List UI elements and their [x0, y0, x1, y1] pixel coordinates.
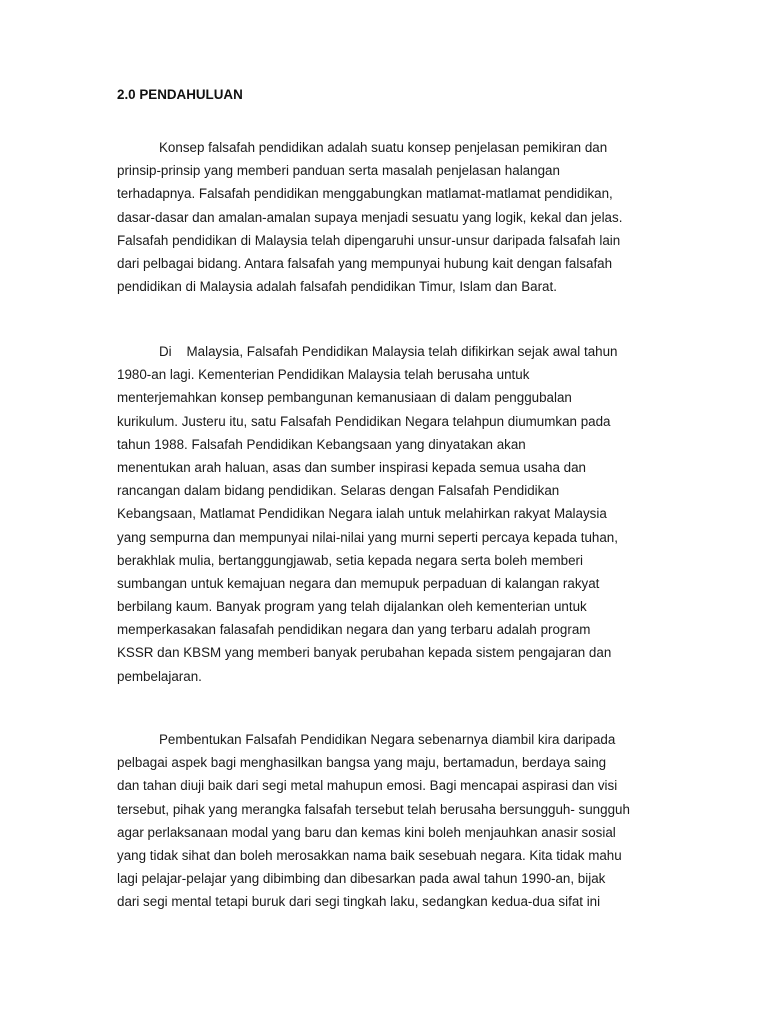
paragraph-line: Di Malaysia, Falsafah Pendidikan Malaysia telah difikirkan sejak awal tahun: [159, 344, 618, 359]
paragraph-line: Falsafah pendidikan di Malaysia telah dipengaruhi unsur-unsur daripada falsafah lain: [117, 232, 621, 248]
paragraph-line: berakhlak mulia, bertanggungjawab, setia kepada negara serta boleh memberi: [117, 552, 583, 568]
paragraph-line: yang tidak sihat dan boleh merosakkan nama baik sesebuah negara. Kita tidak mahu: [117, 847, 622, 863]
paragraph-3: [117, 728, 677, 914]
paragraph-line: memperkasakan falasafah pendidikan negara dan yang terbaru adalah program: [117, 622, 591, 638]
paragraph-line: dari segi mental tetapi buruk dari segi tingkah laku, sedangkan kedua-dua sifat ini: [117, 894, 601, 910]
paragraph-line: rancangan dalam bidang pendidikan. Selaras dengan Falsafah Pendidikan: [117, 483, 560, 499]
paragraph-line: dari pelbagai bidang. Antara falsafah yang mempunyai hubung kait dengan falsafah: [117, 255, 613, 271]
paragraph-line: agar perlaksanaan modal yang baru dan kemas kini boleh menjauhkan anasir sosial: [117, 824, 616, 840]
paragraph-1: [117, 136, 677, 298]
paragraph-line: tahun 1988. Falsafah Pendidikan Kebangsaan yang dinyatakan akan: [117, 436, 526, 452]
paragraph-line: menentukan arah haluan, asas dan sumber inspirasi kepada semua usaha dan: [117, 459, 586, 475]
paragraph-line: kurikulum. Justeru itu, satu Falsafah Pendidikan Negara telahpun diumumkan pada: [117, 413, 611, 429]
paragraph-line: menterjemahkan konsep pembangunan kemanusiaan di dalam penggubalan: [117, 390, 572, 406]
paragraph-line: yang sempurna dan mempunyai nilai-nilai yang murni seperti percaya kepada tuhan,: [117, 529, 618, 545]
paragraph-line: Konsep falsafah pendidikan adalah suatu konsep penjelasan pemikiran dan: [159, 140, 608, 155]
paragraph-line: berbilang kaum. Banyak program yang telah dijalankan oleh kementerian untuk: [117, 599, 587, 615]
section-heading: 2.0 PENDAHULUAN: [117, 87, 243, 102]
paragraph-line: sumbangan untuk kemajuan negara dan memupuk perpaduan di kalangan rakyat: [117, 575, 600, 591]
paragraph-line: pelbagai aspek bagi menghasilkan bangsa yang maju, bertamadun, berdaya saing: [117, 755, 607, 771]
paragraph-line: tersebut, pihak yang merangka falsafah tersebut telah berusaha bersungguh- sungguh: [117, 801, 630, 817]
paragraph-line: Pembentukan Falsafah Pendidikan Negara sebenarnya diambil kira daripada: [159, 732, 616, 747]
paragraph-line: lagi pelajar-pelajar yang dibimbing dan dibesarkan pada awal tahun 1990-an, bijak: [117, 871, 606, 887]
paragraph-line: dasar-dasar dan amalan-amalan supaya menjadi sesuatu yang logik, kekal dan jelas.: [117, 209, 623, 225]
paragraph-line: KSSR dan KBSM yang memberi banyak perubahan kepada sistem pengajaran dan: [117, 645, 612, 661]
paragraph-line: prinsip-prinsip yang memberi panduan serta masalah penjelasan halangan: [117, 163, 560, 179]
paragraph-line: pendidikan di Malaysia adalah falsafah pendidikan Timur, Islam dan Barat.: [117, 279, 557, 295]
paragraph-line: pembelajaran.: [117, 668, 202, 684]
paragraph-line: dan tahan diuji baik dari segi metal mahupun emosi. Bagi mencapai aspirasi dan visi: [117, 778, 618, 794]
paragraph-line: terhadapnya. Falsafah pendidikan menggabungkan matlamat-matlamat pendidikan,: [117, 186, 613, 202]
paragraph-line: Kebangsaan, Matlamat Pendidikan Negara ialah untuk melahirkan rakyat Malaysia: [117, 506, 607, 522]
paragraph-line: 1980-an lagi. Kementerian Pendidikan Malaysia telah berusaha untuk: [117, 367, 530, 383]
paragraph-2: [117, 340, 677, 688]
